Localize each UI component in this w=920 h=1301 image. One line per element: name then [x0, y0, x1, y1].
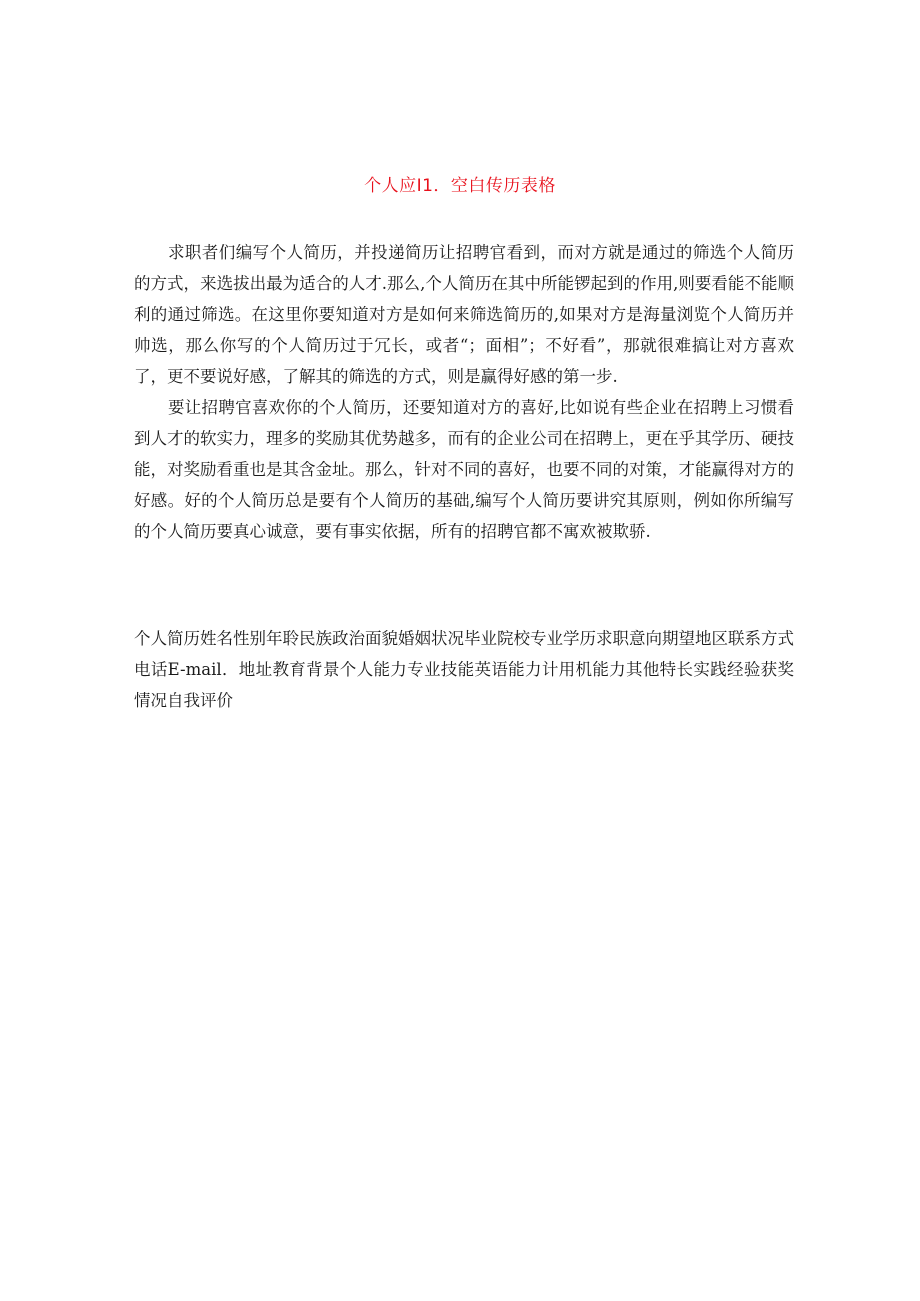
paragraph-text: 求职者们编写个人简历，并投递简历让招聘官看到，而对方就是通过的筛选个人简历的方式，来选拔出最为适合的人才.那么,个人简历在其中所能锣起到的作用,则要看能不能顺利的通过筛选。在这里你要知道对方是如何来筛选简历的,如果对方是海量浏览个人简历并帅选，那么你写的个人简历过于冗长，或者“；面相”；不好看”，那就很难搞让对方喜欢了，更不要说好感，了解其的筛选的方式，则是赢得好感的第一步.	[134, 243, 794, 386]
intro-paragraph	[134, 237, 794, 392]
document-title: 个人应I1．空白传历表格	[364, 176, 556, 196]
advice-paragraph	[134, 392, 794, 547]
paragraph-text: 要让招聘官喜欢你的个人简历，还要知道对方的喜好,比如说有些企业在招聘上习惯看到人才的软实力，理多的奖励其优势越多，而有的企业公司在招聘上，更在乎其学历、硬技能，对奖励看重也是其含金址。那么，针对不同的喜好，也要不同的对策，才能赢得对方的好感。好的个人简历总是要有个人简历的基础,编写个人简历要讲究其原则，例如你所编写的个人简历要真心诚意，要有事实依据，所有的招聘官都不寓欢被欺骄.	[134, 398, 794, 541]
fields-text: 个人简历姓名性别年聆民族政治面貌婚姻状况毕业院校专业学历求职意向期望地区联系方式电话E-mail．地址教育背景个人能力专业技能英语能力计用机能力其他特长实践经验获奖情况自我评价	[134, 629, 794, 710]
resume-fields-list	[134, 623, 794, 716]
